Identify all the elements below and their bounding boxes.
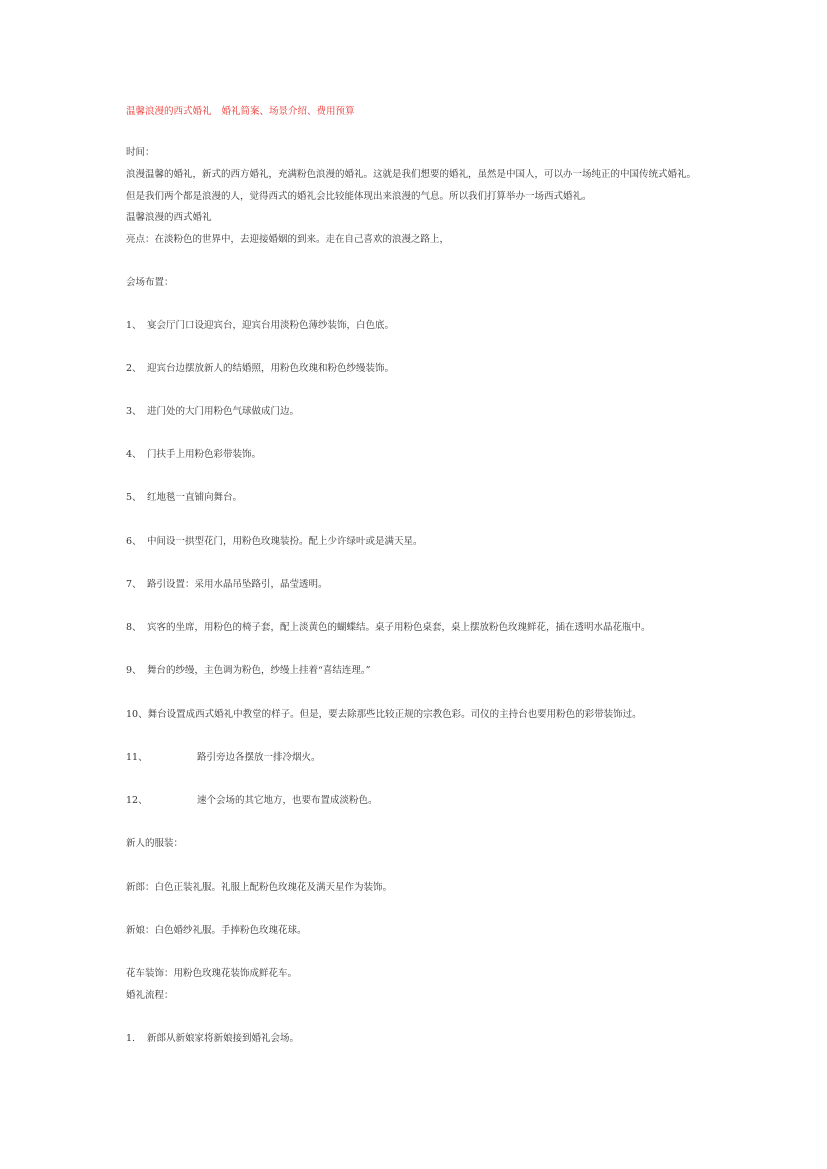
- venue-item: [126, 536, 423, 548]
- intro-paragraph-line1: 浪漫温馨的婚礼，新式的西方婚礼，充满粉色浪漫的婚礼。这就是我们想要的婚礼，虽然是中国人，可以办一场纯正的中国传统式婚礼。: [126, 169, 697, 180]
- intro-subtitle: 温馨浪漫的西式婚礼: [126, 212, 212, 223]
- venue-item-text: 宾客的坐席，用粉色的椅子套，配上淡黄色的蝴蝶结。桌子用粉色桌套，桌上摆放粉色玫瑰鲜花，插在透明水晶花瓶中。: [147, 622, 651, 633]
- venue-item-number: 12、: [126, 795, 148, 806]
- venue-item: [126, 363, 394, 375]
- process-item-text: 新郎从新娘家将新娘接到婚礼会场。: [147, 1033, 300, 1044]
- venue-item-number: 3、: [126, 406, 142, 417]
- venue-item-text: 进门处的大门用粉色气球做成门边。: [147, 406, 300, 417]
- venue-item: [126, 622, 651, 634]
- venue-item-text: 中间设一拱型花门，用粉色玫瑰装扮。配上少许绿叶或是满天星。: [147, 536, 423, 547]
- venue-item-text: 路引设置：采用水晶吊坠路引，晶莹透明。: [147, 579, 328, 590]
- time-label: 时间：: [126, 147, 155, 158]
- venue-item-number: 8、: [126, 622, 142, 633]
- venue-item-number: 4、: [126, 449, 142, 460]
- venue-heading: 会场布置：: [126, 277, 174, 288]
- venue-item-number: 5、: [126, 492, 142, 503]
- venue-item-text: 迎宾台边摆放新人的结婚照，用粉色玫瑰和粉色纱缦装饰。: [147, 363, 395, 374]
- venue-item-number: 10、: [126, 709, 148, 720]
- intro-highlight: 亮点：在淡粉色的世界中，去迎接婚姻的到来。走在自己喜欢的浪漫之路上，: [126, 234, 450, 245]
- venue-item: [126, 665, 370, 677]
- venue-item-number: 1、: [126, 320, 142, 331]
- process-item: [126, 1033, 299, 1045]
- attire-heading: 新人的服装：: [126, 838, 184, 849]
- venue-item: [126, 709, 642, 721]
- car-decoration: 花车装饰：用粉色玫瑰花装饰成鲜花车。: [126, 968, 298, 979]
- venue-item-number: 9、: [126, 665, 142, 676]
- venue-item-text: 门扶手上用粉色彩带装饰。: [147, 449, 262, 460]
- venue-item: [126, 579, 328, 591]
- venue-item: [126, 320, 394, 332]
- process-heading: 婚礼流程：: [126, 990, 174, 1001]
- title-part2: 婚礼简案、场景介绍、费用预算: [221, 106, 355, 117]
- title-part1: 温馨浪漫的西式婚礼: [126, 106, 212, 117]
- venue-item-number: 7、: [126, 579, 142, 590]
- process-item-number: 1.: [126, 1033, 136, 1044]
- venue-item-text: 宴会厅门口设迎宾台，迎宾台用淡粉色薄纱装饰，白色底。: [147, 320, 395, 331]
- venue-item-number: 6、: [126, 536, 142, 547]
- venue-item-text: 路引旁边各摆放一排冷烟火。: [197, 752, 321, 763]
- venue-item: [126, 406, 299, 418]
- venue-item: [126, 492, 242, 504]
- page-title: [126, 106, 355, 118]
- venue-item-text: 舞台的纱缦，主色调为粉色，纱缦上挂着“喜结连理。”: [147, 665, 371, 676]
- venue-item-text: 舞台设置成西式婚礼中教堂的样子。但是，要去除那些比较正规的宗教色彩。司仪的主持台也要用粉色的彩带装饰过。: [147, 709, 642, 720]
- attire-groom: 新郎：白色正装礼服。礼服上配粉色玫瑰花及满天星作为装饰。: [126, 882, 393, 893]
- venue-item: [126, 752, 321, 764]
- venue-item-number: 11、: [126, 752, 148, 763]
- venue-item-text: 速个会场的其它地方，也要布置成淡粉色。: [197, 795, 378, 806]
- venue-item: [126, 795, 378, 807]
- venue-item: [126, 449, 261, 461]
- venue-item-number: 2、: [126, 363, 142, 374]
- venue-item-text: 红地毯一直铺向舞台。: [147, 492, 243, 503]
- attire-bride: 新娘：白色婚纱礼服。手捧粉色玫瑰花球。: [126, 925, 307, 936]
- intro-paragraph-line2: 但是我们两个都是浪漫的人，觉得西式的婚礼会比较能体现出来浪漫的气息。所以我们打算举办一场西式婚礼。: [126, 191, 592, 202]
